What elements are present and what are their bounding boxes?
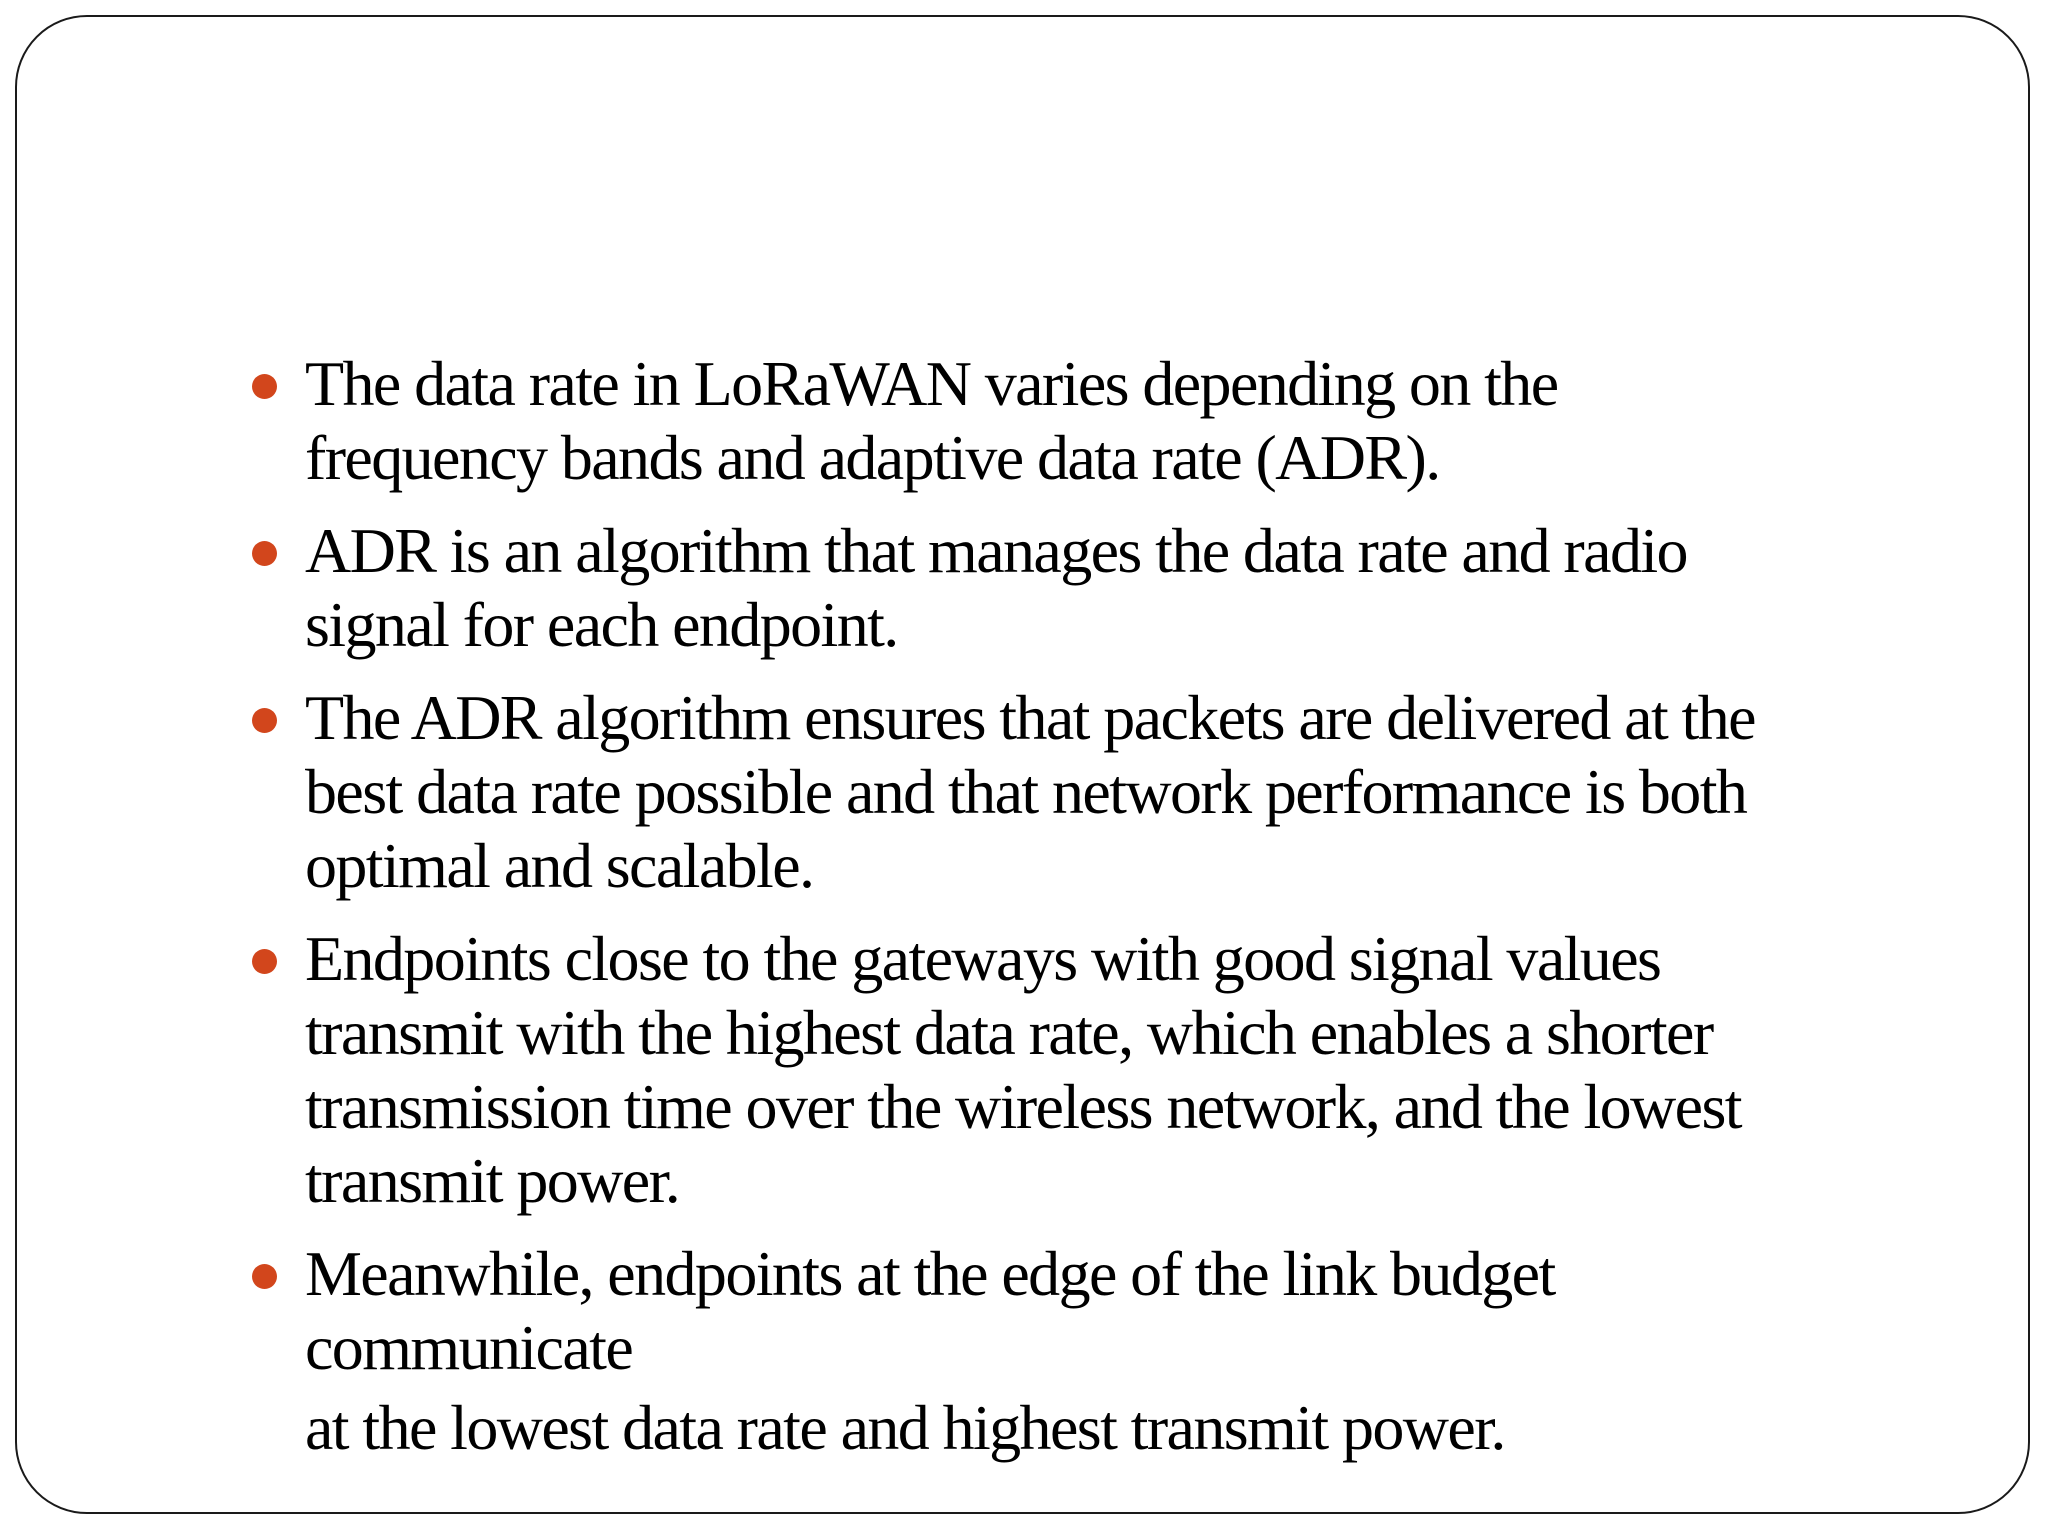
bullet-text bbox=[305, 514, 1899, 662]
text-line: frequency bands and adaptive data rate (ADR). bbox=[305, 422, 1440, 493]
text-line: communicate bbox=[305, 1312, 633, 1383]
text-line: The ADR algorithm ensures that packets are delivered at the bbox=[305, 682, 1755, 753]
text-line: ADR is an algorithm that manages the data rate and radio bbox=[305, 515, 1687, 586]
bullet-list bbox=[249, 347, 1899, 1484]
slide-frame bbox=[15, 15, 2030, 1514]
text-line: The data rate in LoRaWAN varies depending on the bbox=[305, 348, 1558, 419]
bullet-text bbox=[305, 347, 1899, 495]
bullet-text bbox=[305, 1237, 1899, 1465]
bullet-item-adr-definition bbox=[249, 514, 1899, 662]
text-line: transmit with the highest data rate, which enables a shorter bbox=[305, 997, 1713, 1068]
bullet-dot-icon bbox=[252, 1264, 277, 1289]
text-line: transmission time over the wireless network, and the lowest bbox=[305, 1071, 1741, 1142]
text-line: best data rate possible and that network performance is both bbox=[305, 756, 1747, 827]
bullet-item-adr-algorithm bbox=[249, 681, 1899, 903]
bullet-text bbox=[305, 922, 1899, 1218]
bullet-dot-icon bbox=[252, 374, 277, 399]
bullet-dot-icon bbox=[252, 541, 277, 566]
bullet-item-data-rate bbox=[249, 347, 1899, 495]
text-line: at the lowest data rate and highest transmit power. bbox=[305, 1392, 1505, 1463]
bullet-item-edge-endpoints bbox=[249, 1237, 1899, 1465]
bullet-dot-icon bbox=[252, 708, 277, 733]
text-line: optimal and scalable. bbox=[305, 830, 814, 901]
text-line: signal for each endpoint. bbox=[305, 589, 898, 660]
bullet-text bbox=[305, 681, 1899, 903]
text-line: Meanwhile, endpoints at the edge of the link budget bbox=[305, 1238, 1555, 1309]
text-line: transmit power. bbox=[305, 1145, 680, 1216]
bullet-item-close-endpoints bbox=[249, 922, 1899, 1218]
bullet-dot-icon bbox=[252, 949, 277, 974]
text-line: Endpoints close to the gateways with good signal values bbox=[305, 923, 1661, 994]
